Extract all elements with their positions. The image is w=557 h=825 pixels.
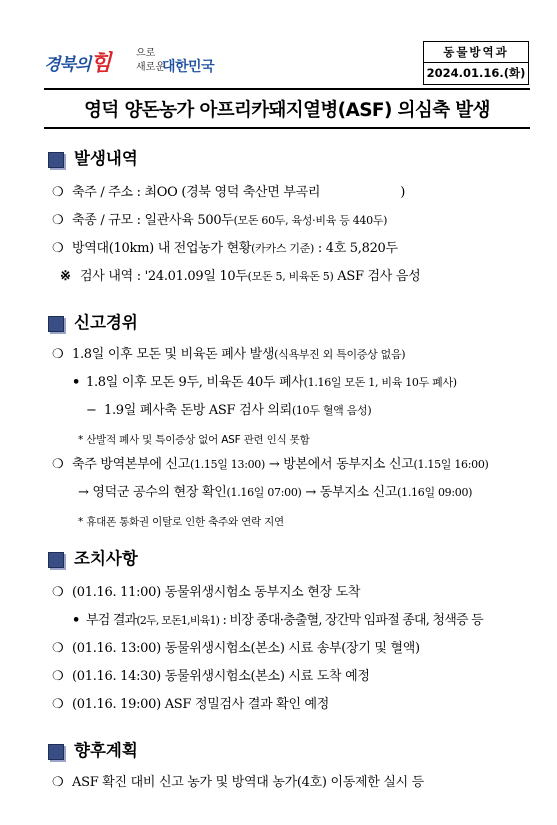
- actions-line-1: ❍ (01.16. 11:00) 동물위생시험소 동부지소 현장 도착: [52, 585, 361, 600]
- report-line-6: → 영덕군 공수의 현장 확인(1.16일 07:00) → 동부지소 신고(1.16일 09:00): [78, 485, 473, 500]
- actions-line-2: • 부검 결과(2두, 모돈1,비육1) : 비장 종대·충출혈, 장간막 임파절 종대, 청색증 등: [72, 613, 483, 628]
- occurrence-owner-line: ❍ 축주 / 주소 : 최OO (경북 영덕 축산면 부곡리 ): [52, 185, 405, 200]
- actions-line-5: ❍ (01.16. 19:00) ASF 정밀검사 결과 확인 예정: [52, 697, 330, 712]
- plan-line-1: ❍ ASF 확진 대비 신고 농가 및 방역대 농가(4호) 이동제한 실시 등: [52, 775, 424, 790]
- report-line-2: • 1.8일 이후 모돈 9두, 비육돈 40두 폐사(1.16일 모돈 1, 비육 10두 폐사): [72, 375, 457, 390]
- section-square-icon: [48, 552, 64, 568]
- logo-mark: 힘: [90, 50, 111, 76]
- page-title: 영덕 양돈농가 아프리카돼지열병(ASF) 의심축 발생: [84, 100, 490, 121]
- report-note-2: * 휴대폰 통화권 이탈로 인한 축주와 연락 지연: [78, 516, 284, 528]
- logo-script: 경북의힘: [44, 50, 111, 76]
- gyeongbuk-logo: [44, 44, 224, 84]
- date-label: 2024.01.16.(화): [426, 66, 526, 80]
- actions-line-3: ❍ (01.16. 13:00) 동물위생시험소(본소) 시료 송부(장기 및 혈액): [52, 641, 420, 656]
- section-square-icon: [48, 152, 64, 168]
- department-label: 동물방역과: [424, 42, 528, 63]
- report-line-3: − 1.9일 폐사축 돈방 ASF 검사 의뢰(10두 혈액 음성): [86, 403, 372, 418]
- section-square-icon: [48, 316, 64, 332]
- report-line-1: ❍ 1.8일 이후 모돈 및 비육돈 폐사 발생(식욕부진 외 특이증상 없음): [52, 347, 406, 362]
- logo-big-text: 대한민국: [162, 59, 215, 75]
- title-bottom-rule: [44, 127, 530, 129]
- occurrence-test-line: ※ 검사 내역 : '24.01.09일 10두(모돈 5, 비육돈 5) ASF 검사 음성: [60, 269, 421, 284]
- section-square-icon: [48, 744, 64, 760]
- report-note-1: * 산발적 폐사 및 특이증상 없어 ASF 관련 인식 못함: [78, 434, 310, 446]
- title-top-rule: [44, 88, 530, 90]
- actions-line-4: ❍ (01.16. 14:30) 동물위생시험소(본소) 시료 도착 예정: [52, 669, 370, 684]
- occurrence-species-line: ❍ 축종 / 규모 : 일관사육 500두(모돈 60두, 육성·비육 등 440두): [52, 213, 388, 228]
- document-page: 경북의힘 으로 새로운 대한민국 동물방역과 2024.01.16.(화) 영덕 양돈농가 아프리카돼지열병(ASF) 의심축 발생 발생내역 ❍ 축주 / 주소 : 최OO (경북 영덕 축산면 부곡리 ) ❍ 축종 / 규모 : 일관사육 500두(모돈 60두, 육성·비육 등 440두) ❍ 방역대(10km) 내 전업농가 현황(카카스 기준) : 4호 5,820두 ※ 검사 내역 : '24.01.09일 10두(모돈 5, 비육돈 5) ASF 검사 음성 신고경위 ❍ 1.8일 이후 모돈 및 비육돈 폐사 발생(식욕부진 외 특이증상 없음) • 1.8일 이후 모돈 9두, 비육돈 40두 폐사(1.16일 모돈 1, 비육 10두 폐사) − 1.9일 폐사축 돈방 ASF 검사 의뢰(10두 혈액 음성) * 산발적 폐사 및 특이증상 없어 ASF 관련 인식 못함 ❍ 축주 방역본부에 신고(1.15일 13:00) → 방본에서 동부지소 신고(1.15일 16:00) → 영덕군 공수의 현장 확인(1.16일 07:00) → 동부지소 신고(1.16일 09:00) * 휴대폰 통화권 이탈로 인한 축주와 연락 지연 조치사항 ❍ (01.16. 11:00) 동물위생시험소 동부지소 현장 도착 • 부검 결과(2두, 모돈1,비육1) : 비장 종대·충출혈, 장간막 임파절 종대, 청색증 등 ❍ (01.16. 13:00) 동물위생시험소(본소) 시료 송부(장기 및 혈액) ❍ (01.16. 14:30) 동물위생시험소(본소) 시료 도착 예정 ❍ (01.16. 19:00) ASF 정밀검사 결과 확인 예정 향후계획 ❍ ASF 확진 대비 신고 농가 및 방역대 농가(4호) 이동제한 실시 등: [0, 0, 557, 825]
- occurrence-zone-line: ❍ 방역대(10km) 내 전업농가 현황(카카스 기준) : 4호 5,820두: [52, 241, 398, 256]
- department-date-box: [423, 41, 529, 85]
- logo-small-text: 으로 새로운: [136, 48, 165, 73]
- report-line-5: ❍ 축주 방역본부에 신고(1.15일 13:00) → 방본에서 동부지소 신고(1.15일 16:00): [52, 457, 489, 472]
